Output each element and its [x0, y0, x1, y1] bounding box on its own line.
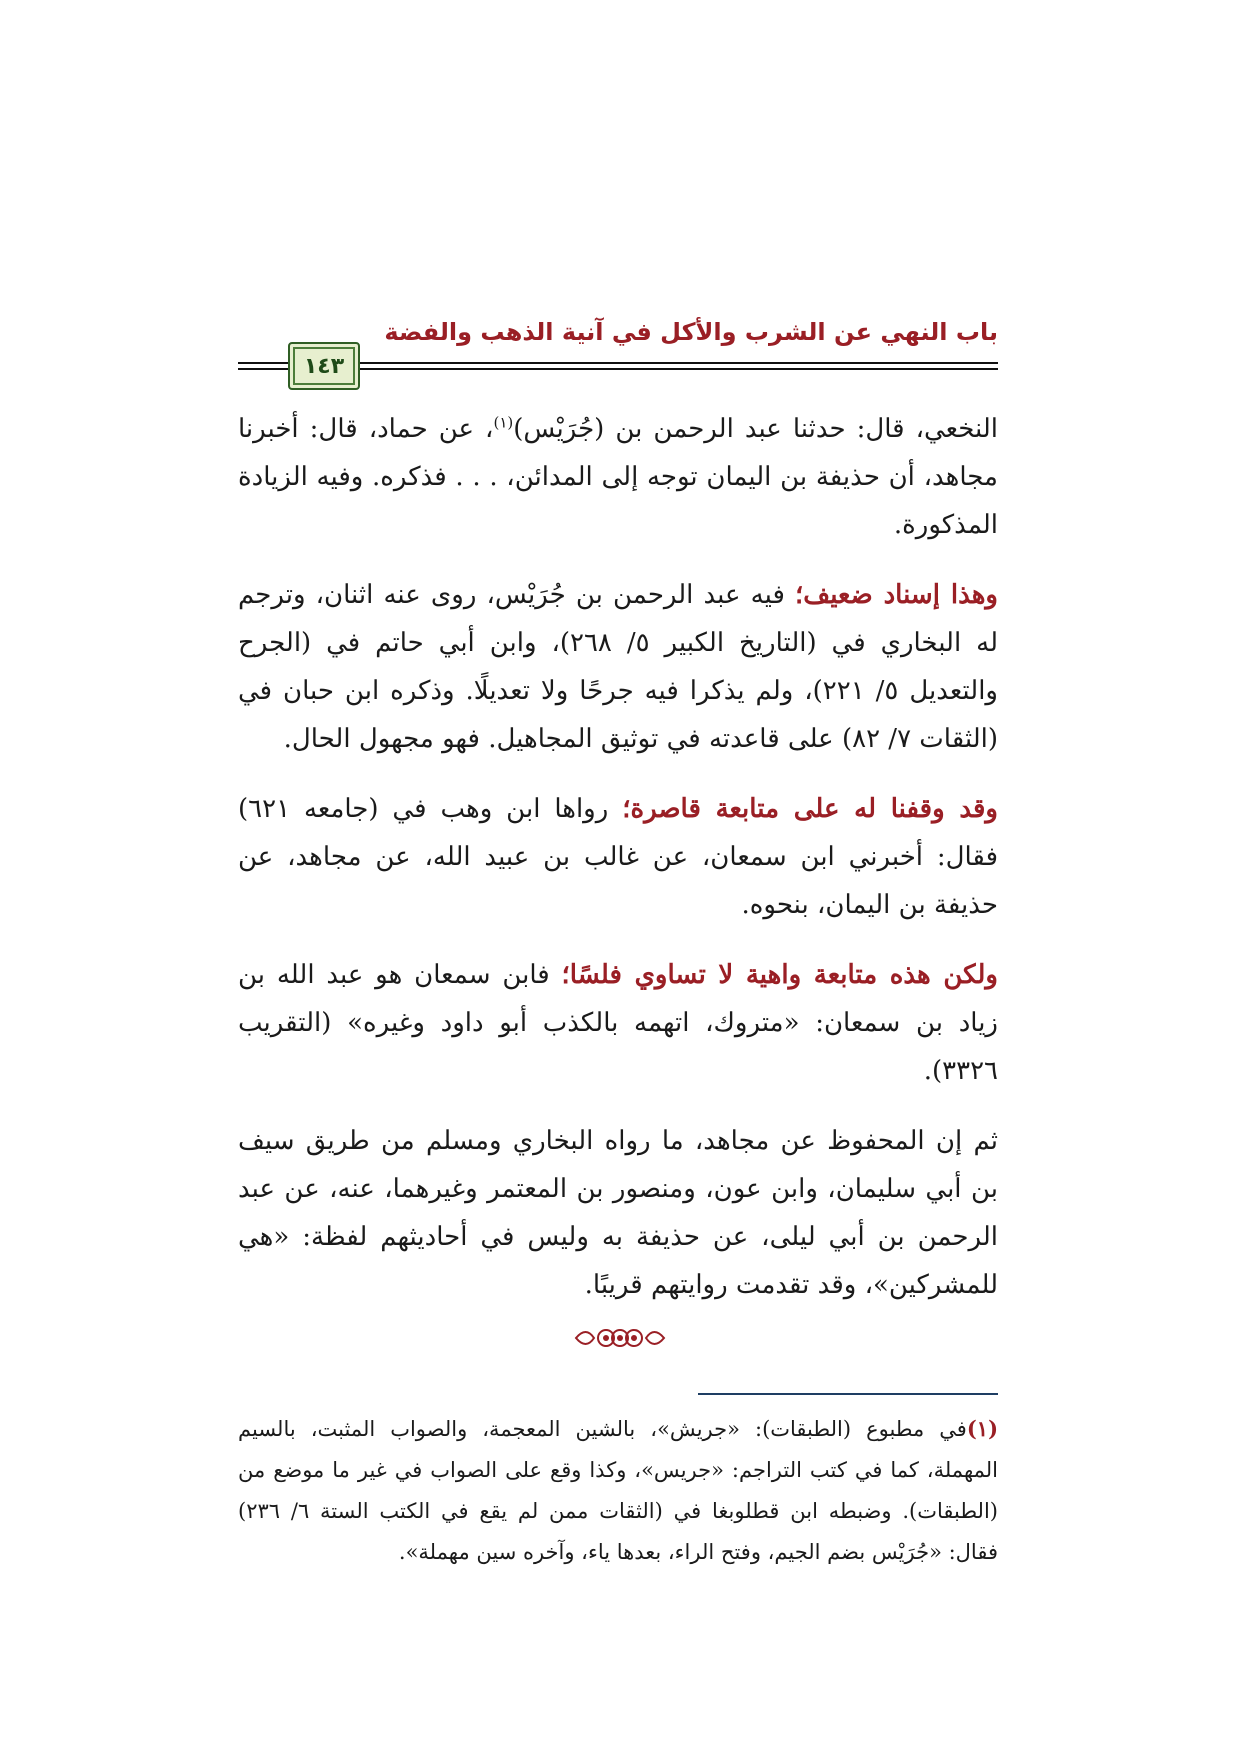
page-header [238, 312, 998, 382]
footnotes [238, 1408, 998, 1573]
paragraph-4 [238, 951, 998, 1095]
paragraph-4-lead: ولكن هذه متابعة واهية لا تساوي فلسًا؛ [561, 960, 998, 990]
footnote-text: في مطبوع (الطبقات): «جريش»، بالشين المعجمة، والصواب المثبت، بالسيم المهملة، كما في كتب التراجم: «جريس»، وكذا وقع على الصواب في غير ما موضع من (الطبقات). وضبطه ابن قطلوبغا في (الثقات ممن لم يقع في الكتب الستة ٦/ ٢٣٦) فقال: «جُرَيْس بضم الجيم، وفتح الراء، بعدها ياء، وآخره سين مهملة». [238, 1417, 998, 1564]
paragraph-2-lead: وهذا إسناد ضعيف؛ [795, 580, 998, 610]
paragraph-1-text: النخعي، قال: حدثنا عبد الرحمن بن (جُرَيْس) [513, 414, 999, 444]
paragraph-3-lead: وقد وقفنا له على متابعة قاصرة؛ [622, 794, 998, 824]
paragraph-2-text: فيه عبد الرحمن بن جُرَيْس، روى عنه اثنان، وترجم له البخاري في (التاريخ الكبير ٥/ ٢٦٨)، وابن أبي حاتم في (الجرح والتعديل ٥/ ٢٢١)، ولم يذكرا فيه جرحًا ولا تعديلًا. وذكره ابن حبان في (الثقات ٧/ ٨٢) على قاعدته في توثيق المجاهيل. فهو مجهول الحال. [238, 580, 998, 754]
section-ornament-icon [568, 1318, 672, 1358]
paragraph-5 [238, 1117, 998, 1309]
paragraph-3-text: رواها ابن وهب في (جامعه ٦٢١) فقال: أخبرني ابن سمعان، عن غالب بن عبيد الله، عن مجاهد، عن حذيفة بن اليمان، بنحوه. [238, 794, 998, 920]
footnote-1 [238, 1408, 998, 1573]
paragraph-1 [238, 405, 998, 549]
footnote-marker: (١) [966, 1416, 998, 1441]
paragraph-1-text-cont: ، عن حماد، قال: أخبرنا مجاهد، أن حذيفة بن اليمان توجه إلى المدائن، . . . فذكره. وفيه الزيادة المذكورة. [238, 414, 998, 540]
footnote-separator [698, 1393, 998, 1395]
footnote-reference: (١) [493, 413, 514, 432]
main-text [238, 405, 998, 1331]
page-number-badge: ١٤٣ [288, 342, 360, 390]
running-title: باب النهي عن الشرب والأكل في آنية الذهب والفضة [384, 318, 998, 346]
paragraph-3 [238, 785, 998, 929]
paragraph-4-text: فابن سمعان هو عبد الله بن زياد بن سمعان: «متروك، اتهمه بالكذب أبو داود وغيره» (التقريب ٣٣٢٦). [238, 960, 998, 1086]
paragraph-2 [238, 571, 998, 763]
paragraph-5-text: ثم إن المحفوظ عن مجاهد، ما رواه البخاري ومسلم من طريق سيف بن أبي سليمان، وابن عون، ومنصور بن المعتمر وغيرهما، عنه، عن عبد الرحمن بن أبي ليلى، عن حذيفة به وليس في أحاديثهم لفظة: «هي للمشركين»، وقد تقدمت روايتهم قريبًا. [238, 1126, 998, 1300]
